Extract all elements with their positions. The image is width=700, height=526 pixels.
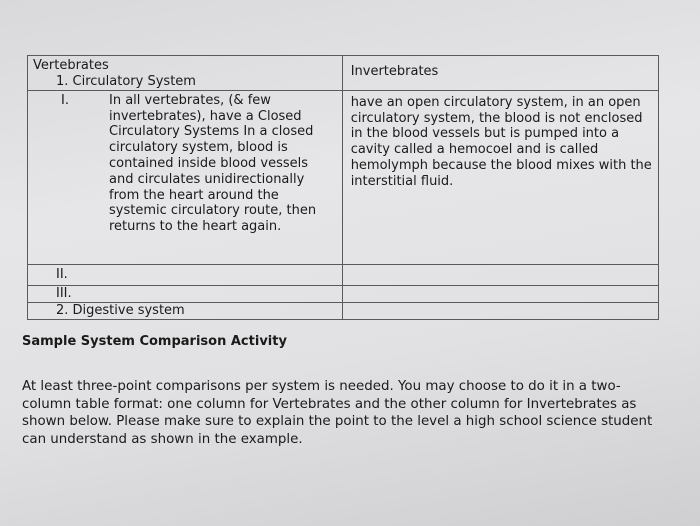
- system-2-invertebrates-cell: [342, 302, 658, 319]
- point-2-numeral: II.: [28, 264, 343, 285]
- point-3-invertebrates-cell: [342, 285, 658, 302]
- point-3-numeral: III.: [28, 285, 343, 302]
- point-1-invertebrates-text: have an open circulatory system, in an open circulatory system, the blood is not enclosed in the blood vessels but is pumped into a cavity called a hemocoel and is called hemolymph because the blood mixes with the interstitial fluid.: [342, 90, 658, 264]
- comparison-table: [27, 55, 659, 320]
- system-1-title: 1. Circulatory System: [56, 73, 196, 89]
- vertebrates-header: Vertebrates: [33, 58, 109, 73]
- table-header-row: [28, 56, 659, 91]
- vertebrates-header-cell: [28, 56, 343, 91]
- point-1-vertebrates-text: In all vertebrates, (& few invertebrates), have a Closed Circulatory Systems In a closed circulatory system, blood is contained inside blood vessels and circulates unidirectionally from the heart around the systemic circulatory route, then returns to the heart again.: [109, 92, 317, 235]
- table-row: [28, 90, 659, 264]
- instructions-paragraph: At least three-point comparisons per system is needed. You may choose to do it in a two-column table format: one column for Vertebrates and the other column for Invertebrates as shown below. Please make sure to explain the point to the level a high school science student can understand as shown in the example.: [22, 379, 653, 447]
- point-2-invertebrates-cell: [342, 264, 658, 285]
- invertebrates-header: Invertebrates: [342, 56, 658, 91]
- table-row: [28, 285, 659, 302]
- system-2-title: 2. Digestive system: [28, 302, 343, 319]
- table-row: [28, 302, 659, 319]
- caption: Sample System Comparison Activity: [22, 334, 287, 349]
- point-1-vertebrates-cell: [28, 90, 343, 264]
- table-row: [28, 264, 659, 285]
- point-1-numeral: I.: [61, 92, 69, 108]
